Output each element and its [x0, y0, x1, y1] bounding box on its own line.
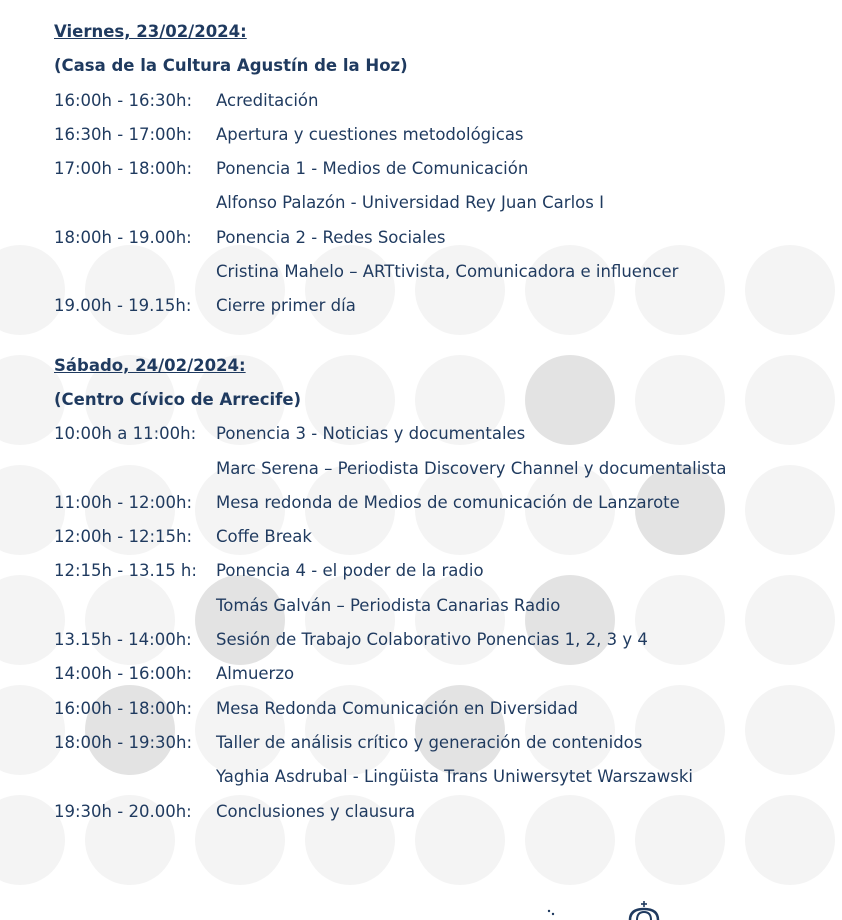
- activity: Almuerzo: [216, 664, 295, 684]
- schedule-row: [54, 525, 834, 559]
- activity: Conclusiones y clausura: [216, 801, 416, 821]
- time-slot: 18:00h - 19.00h:: [54, 227, 192, 247]
- day-heading: [54, 354, 834, 388]
- time-slot: 19.00h - 19.15h:: [54, 296, 192, 316]
- speaker: Tomás Galván – Periodista Canarias Radio: [216, 595, 561, 615]
- schedule-row: [54, 765, 834, 799]
- activity: Mesa redonda de Medios de comunicación de Lanzarote: [216, 492, 680, 512]
- day-heading-text: Sábado, 24/02/2024:: [54, 355, 246, 375]
- activity: Taller de análisis crítico y generación de contenidos: [216, 732, 643, 752]
- schedule-row: [54, 594, 834, 628]
- schedule-row: [54, 800, 834, 834]
- small-emblem-icon: [545, 906, 559, 920]
- day-heading-text: Viernes, 23/02/2024:: [54, 22, 247, 41]
- time-slot: 19:30h - 20.00h:: [54, 801, 192, 821]
- speaker: Marc Serena – Periodista Discovery Channel y documentalista: [216, 458, 727, 478]
- schedule-row: [54, 628, 834, 662]
- time-slot: 11:00h - 12:00h:: [54, 492, 193, 512]
- schedule-row: [54, 559, 834, 593]
- schedule-row: [54, 491, 834, 525]
- spacer: [54, 329, 834, 354]
- schedule-row: [54, 123, 834, 157]
- time-slot: 13.15h - 14:00h:: [54, 630, 192, 650]
- royal-crown-icon: [626, 900, 662, 920]
- speaker: Yaghia Asdrubal - Lingüista Trans Uniwersytet Warszawski: [216, 767, 694, 787]
- venue-line: [54, 54, 834, 88]
- schedule-row: [54, 662, 834, 696]
- schedule-row: [54, 422, 834, 456]
- activity: Ponencia 2 - Redes Sociales: [216, 227, 446, 247]
- time-slot: 18:00h - 19:30h:: [54, 732, 193, 752]
- venue-text: (Casa de la Cultura Agustín de la Hoz): [54, 56, 408, 76]
- time-slot: 16:00h - 18:00h:: [54, 698, 193, 718]
- schedule-row: [54, 457, 834, 491]
- schedule-row: [54, 226, 834, 260]
- activity: Sesión de Trabajo Colaborativo Ponencias 1, 2, 3 y 4: [216, 630, 648, 650]
- activity: Coffe Break: [216, 527, 312, 547]
- activity: Ponencia 3 - Noticias y documentales: [216, 424, 526, 444]
- schedule-row: [54, 697, 834, 731]
- schedule-row: [54, 731, 834, 765]
- activity: Cierre primer día: [216, 296, 356, 316]
- speaker: Cristina Mahelo – ARTtivista, Comunicadora e influencer: [216, 262, 679, 282]
- schedule-row: [54, 294, 834, 328]
- speaker: Alfonso Palazón - Universidad Rey Juan Carlos I: [216, 193, 604, 213]
- schedule-row: [54, 191, 834, 225]
- activity: Ponencia 4 - el poder de la radio: [216, 561, 484, 581]
- schedule-row: [54, 260, 834, 294]
- activity: Mesa Redonda Comunicación en Diversidad: [216, 698, 578, 718]
- schedule-row: [54, 157, 834, 191]
- activity: Acreditación: [216, 90, 319, 110]
- venue-line: [54, 388, 834, 422]
- time-slot: 12:15h - 13.15 h:: [54, 561, 197, 581]
- time-slot: 16:30h - 17:00h:: [54, 124, 193, 144]
- time-slot: 17:00h - 18:00h:: [54, 159, 193, 179]
- schedule-row: [54, 89, 834, 123]
- activity: Ponencia 1 - Medios de Comunicación: [216, 159, 529, 179]
- time-slot: 16:00h - 16:30h:: [54, 90, 193, 110]
- day-heading: [54, 20, 834, 54]
- event-program: [54, 20, 834, 834]
- time-slot: 14:00h - 16:00h:: [54, 664, 193, 684]
- venue-text: (Centro Cívico de Arrecife): [54, 389, 302, 409]
- time-slot: 12:00h - 12:15h:: [54, 527, 193, 547]
- time-slot: 10:00h a 11:00h:: [54, 424, 197, 444]
- activity: Apertura y cuestiones metodológicas: [216, 124, 524, 144]
